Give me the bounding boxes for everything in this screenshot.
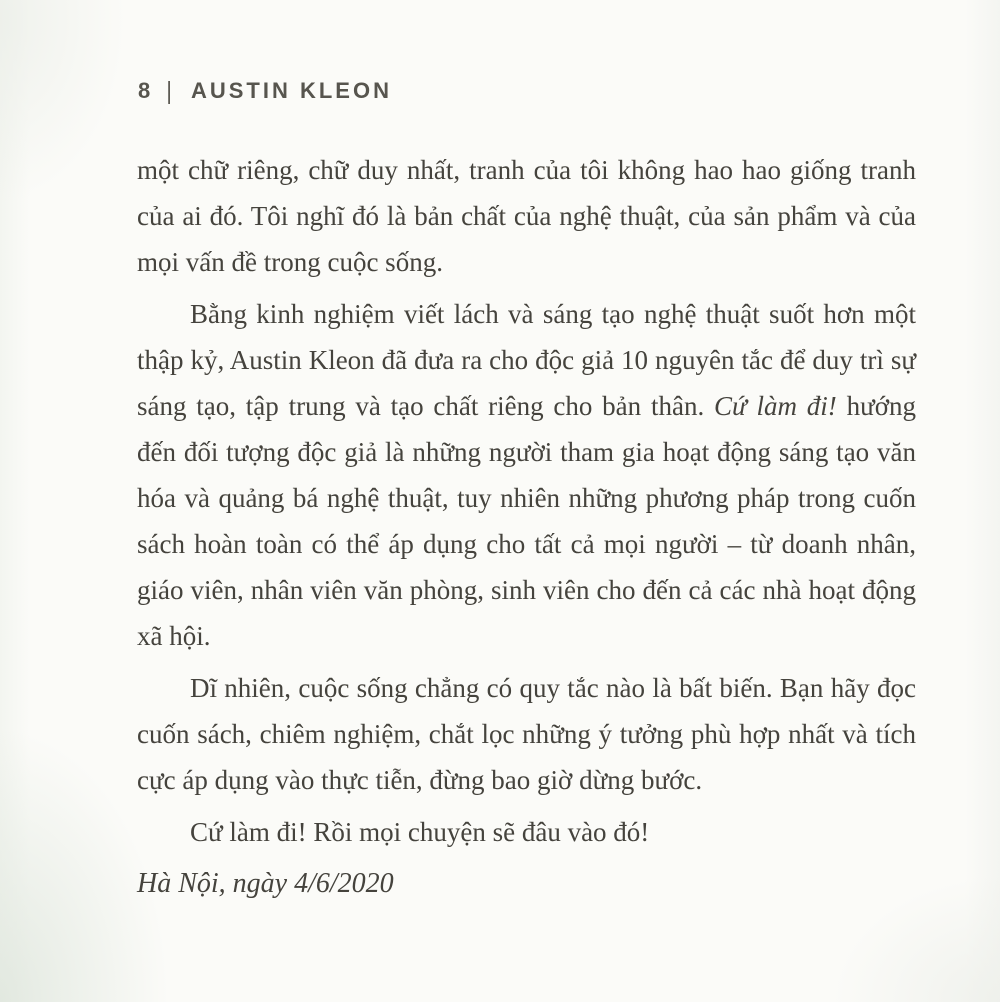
paragraph-about-book	[137, 291, 916, 659]
header-separator: |	[166, 76, 175, 105]
book-title-phrase: Cứ làm đi!	[713, 391, 837, 421]
paragraph-advice: Dĩ nhiên, cuộc sống chẳng có quy tắc nào là bất biến. Bạn hãy đọc cuốn sách, chiêm nghiệm, chắt lọc những ý tưởng phù hợp nhất và tích cực áp dụng vào thực tiễn, đừng bao giờ dừng bước.	[137, 673, 916, 795]
running-header	[138, 78, 392, 104]
paragraph-continuation: một chữ riêng, chữ duy nhất, tranh của tôi không hao hao giống tranh của ai đó. Tôi nghĩ đó là bản chất của nghệ thuật, của sản phẩm và của mọi vấn đề trong cuộc sống.	[137, 155, 916, 277]
author-name: AUSTIN KLEON	[190, 78, 392, 103]
paragraph-closing: Cứ làm đi! Rồi mọi chuyện sẽ đâu vào đó!	[190, 817, 650, 847]
dateline: Hà Nội, ngày 4/6/2020	[137, 868, 394, 899]
page-number: 8	[138, 78, 154, 103]
paragraph-about-book-rest: hướng đến đối tượng độc giả là những người tham gia hoạt động sáng tạo văn hóa và quảng bá nghệ thuật, tuy nhiên những phương pháp trong cuốn sách hoàn toàn có thể áp dụng cho tất cả mọi người – từ doanh nhân, giáo viên, nhân viên văn phòng, sinh viên cho đến cả các nhà hoạt động xã hội.	[137, 391, 916, 651]
paragraph-about-book-lead: Bằng kinh nghiệm viết lách và sáng tạo nghệ thuật suốt hơn một thập kỷ, Austin Kleon đã đưa ra cho độc giả 10 nguyên tắc để duy trì sự sáng tạo, tập trung và tạo chất riêng cho bản thân.	[137, 299, 916, 421]
body-text	[137, 147, 916, 913]
